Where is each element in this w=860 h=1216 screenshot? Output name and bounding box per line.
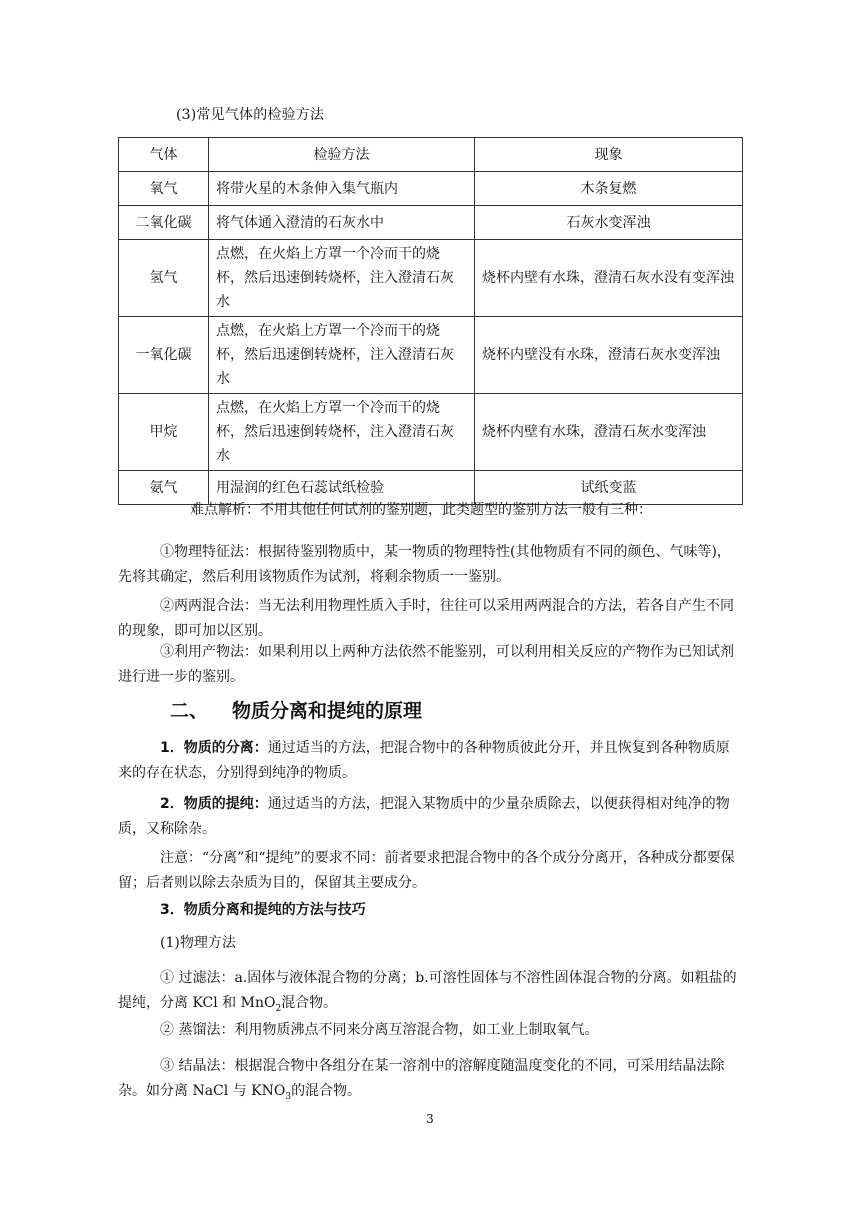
section-subtitle: (3)常见气体的检验方法 [176, 107, 325, 123]
subscript: 3 [285, 1091, 292, 1102]
table-row [119, 394, 743, 471]
cell-gas: 二氧化碳 [119, 206, 209, 240]
table-header-row [119, 138, 743, 172]
header-gas: 气体 [119, 138, 209, 172]
table-row [119, 206, 743, 240]
gas-test-table [118, 137, 743, 505]
method-physical-feature: ①物理特征法：根据待鉴别物质中，某一物质的物理特性(其他物质有不同的颜色、气味等)，先将其确定，然后利用该物质作为试剂，将剩余物质一一鉴别。 [118, 544, 731, 585]
cell-gas: 氧气 [119, 172, 209, 206]
crystallization-text-end: 的混合物。 [291, 1083, 362, 1099]
physical-methods-heading: (1)物理方法 [160, 935, 236, 951]
definition-label: 1．物质的分离： [160, 740, 268, 756]
section-number: 二、 [170, 700, 209, 722]
cell-gas: 一氧化碳 [119, 317, 209, 394]
definition-label: 2．物质的提纯： [160, 796, 268, 812]
filtration-text: ① 过滤法：a.固体与液体混合物的分离；b.可溶性固体与不溶性固体混合物的分离。如粗盐的提纯，分离 KCl 和 MnO [118, 970, 737, 1011]
distillation-method: ② 蒸馏法：利用物质沸点不同来分离互溶混合物，如工业上制取氧气。 [160, 1022, 599, 1038]
cell-phenomenon: 石灰水变浑浊 [475, 206, 743, 240]
cell-method: 点燃，在火焰上方罩一个冷而干的烧杯，然后迅速倒转烧杯，注入澄清石灰水 [209, 394, 475, 471]
header-phenomenon: 现象 [475, 138, 743, 172]
cell-gas: 甲烷 [119, 394, 209, 471]
method-pairwise-mixing: ②两两混合法：当无法利用物理性质入手时，往往可以采用两两混合的方法，若各自产生不同的现象，即可加以区别。 [118, 598, 734, 639]
crystallization-text: ③ 结晶法：根据混合物中各组分在某一溶剂中的溶解度随温度变化的不同，可采用结晶法除杂。如分离 NaCl 与 KNO [118, 1058, 725, 1099]
cell-gas: 氨气 [119, 471, 209, 505]
cell-phenomenon: 烧杯内壁有水珠，澄清石灰水变浑浊 [475, 394, 743, 471]
cell-phenomenon: 试纸变蓝 [475, 471, 743, 505]
method-product: ③利用产物法：如果利用以上两种方法依然不能鉴别，可以利用相关反应的产物作为已知试剂进行进一步的鉴别。 [118, 644, 734, 685]
cell-method: 点燃，在火焰上方罩一个冷而干的烧杯，然后迅速倒转烧杯，注入澄清石灰水 [209, 317, 475, 394]
section-heading [170, 696, 422, 723]
header-method: 检验方法 [209, 138, 475, 172]
note-paragraph: 注意：“分离”和“提纯”的要求不同：前者要求把混合物中的各个成分分离开，各种成分都要保留；后者则以除去杂质为目的，保留其主要成分。 [118, 850, 735, 891]
crystallization-method [118, 1054, 742, 1110]
section-title: 物质分离和提纯的原理 [232, 700, 423, 722]
definition-text: 通过适当的方法，把混入某物质中的少量杂质除去，以便获得相对纯净的物质，又称除杂。 [118, 796, 730, 837]
definition-text: 通过适当的方法，把混合物中的各种物质彼此分开，并且恢复到各种物质原来的存在状态，分别得到纯净的物质。 [118, 740, 730, 781]
cell-method: 将带火星的木条伸入集气瓶内 [209, 172, 475, 206]
cell-phenomenon: 木条复燃 [475, 172, 743, 206]
filtration-method [118, 966, 742, 1022]
definition-purification [118, 792, 742, 842]
table-row [119, 240, 743, 317]
page-number: 3 [426, 1112, 434, 1126]
cell-method: 点燃，在火焰上方罩一个冷而干的烧杯，然后迅速倒转烧杯，注入澄清石灰水 [209, 240, 475, 317]
table-row [119, 317, 743, 394]
cell-phenomenon: 烧杯内壁没有水珠，澄清石灰水变浑浊 [475, 317, 743, 394]
subsection-heading: 3．物质分离和提纯的方法与技巧 [160, 902, 366, 918]
cell-method: 将气体通入澄清的石灰水中 [209, 206, 475, 240]
table-row [119, 172, 743, 206]
cell-gas: 氢气 [119, 240, 209, 317]
cell-method: 用湿润的红色石蕊试纸检验 [209, 471, 475, 505]
difficulty-note: 难点解析：不用其他任何试剂的鉴别题，此类题型的鉴别方法一般有三种： [190, 502, 652, 518]
definition-separation [118, 736, 742, 786]
subscript: 2 [275, 1003, 282, 1014]
cell-phenomenon: 烧杯内壁有水珠，澄清石灰水没有变浑浊 [475, 240, 743, 317]
filtration-text-end: 混合物。 [281, 995, 338, 1011]
